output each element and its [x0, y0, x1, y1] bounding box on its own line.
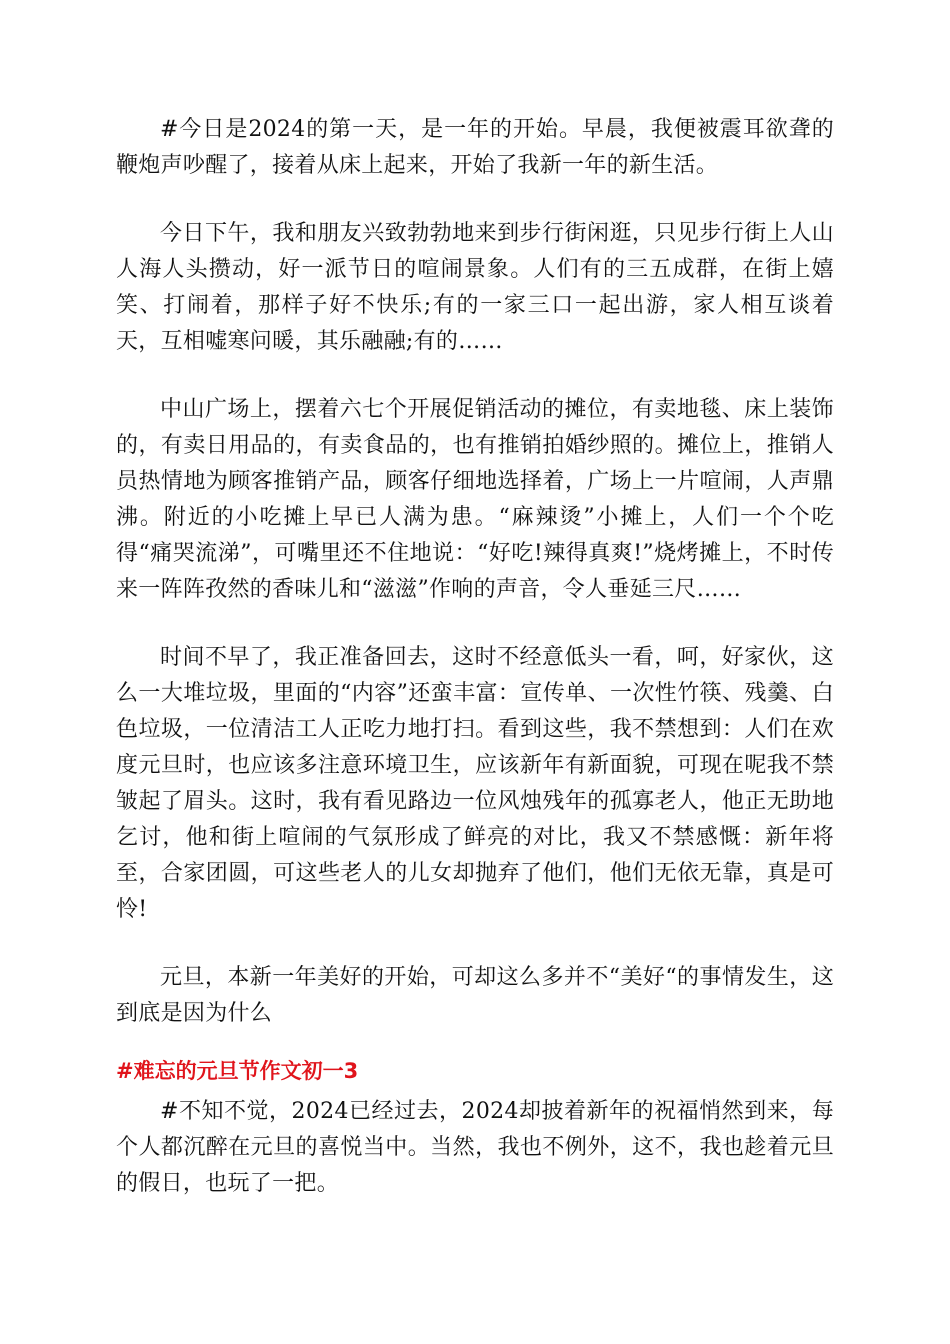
- paragraph-garbage-and-elderly: 时间不早了，我正准备回去，这时不经意低头一看，呵，好家伙，这么一大堆垃圾，里面的“内容”还蛮丰富：宣传单、一次性竹筷、残羹、白色垃圾，一位清洁工人正吃力地打扫。看到这些，我不禁想到：人们在欢度元旦时，也应该多注意环境卫生，应该新年有新面貌，可现在呢我不禁皱起了眉头。这时，我有看见路边一位风烛残年的孤寡老人，他正无助地乞讨，他和街上喧闹的气氛形成了鲜亮的对比，我又不禁感慨：新年将至，合家团圆，可这些老人的儿女却抛弃了他们，他们无依无靠，真是可怜!: [116, 645, 834, 922]
- paragraph-zhongshan-square: 中山广场上，摆着六七个开展促销活动的摊位，有卖地毯、床上装饰的，有卖日用品的，有卖食品的，也有推销拍婚纱照的。摊位上，推销人员热情地为顾客推销产品，顾客仔细地选择着，广场上一片喧闹，人声鼎沸。附近的小吃摊上早已人满为患。“麻辣烫”小摊上，人们一个个吃得“痛哭流涕”，可嘴里还不住地说：“好吃!辣得真爽!”烧烤摊上，不时传来一阵阵孜然的香味儿和“滋滋”作响的声音，令人垂延三尺……: [116, 397, 834, 602]
- paragraph-walking-street: 今日下午，我和朋友兴致勃勃地来到步行街闲逛，只见步行街上人山人海人头攒动，好一派节日的喧闹景象。人们有的三五成群，在街上嬉笑、打闹着，那样子好不快乐;有的一家三口一起出游，家人相互谈着天，互相嘘寒问暖，其乐融融;有的……: [116, 221, 834, 354]
- section-heading: #难忘的元旦节作文初一3: [116, 1059, 359, 1083]
- paragraph-reflection: 元旦，本新一年美好的开始，可却这么多并不“美好“的事情发生，这到底是因为什么: [116, 965, 834, 1026]
- paragraph-new-year-morning: #今日是2024的第一天，是一年的开始。早晨，我便被震耳欲聋的鞭炮声吵醒了，接着从床上起来，开始了我新一年的新生活。: [116, 117, 834, 178]
- document-page: [116, 112, 834, 1234]
- section-paragraph: #不知不觉，2024已经过去，2024却披着新年的祝福悄然到来，每个人都沉醉在元旦的喜悦当中。当然，我也不例外，这不，我也趁着元旦的假日，也玩了一把。: [116, 1099, 834, 1196]
